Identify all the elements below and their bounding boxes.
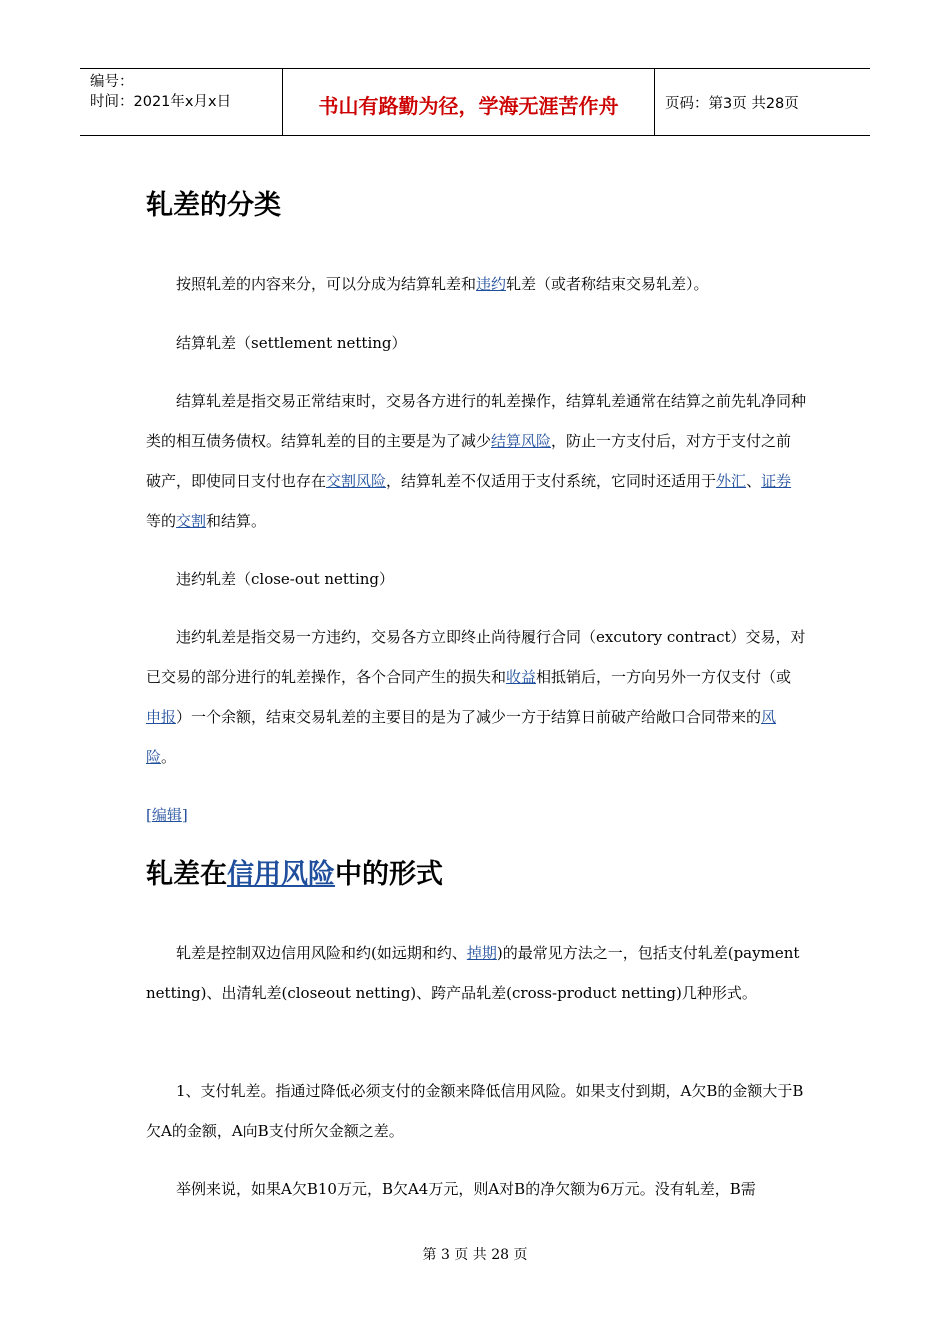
paragraph-credit-risk-intro xyxy=(146,933,806,1013)
text-span: 等的 xyxy=(146,512,177,530)
text-span: ，结算轧差不仅适用于支付系统，它同时还适用于 xyxy=(386,472,717,490)
section-title-credit-risk xyxy=(146,857,443,893)
text-span: 中的形式 xyxy=(335,859,443,890)
document-header xyxy=(80,68,870,136)
edit-link[interactable]: 编辑 xyxy=(151,806,182,824)
edit-section-link xyxy=(146,802,188,828)
text-span: 轧差（或者称结束交易轧差）。 xyxy=(506,275,709,293)
text-span: 轧差是控制双边信用风险和约(如远期和约、 xyxy=(176,944,467,962)
link-declare[interactable]: 申报 xyxy=(146,708,177,726)
text-span: )的最常见方法之一，包括支付轧差(payment netting)、出清轧差(closeout netting)、跨产品轧差(cross-product netting)几种形式。 xyxy=(146,944,800,1002)
link-delivery[interactable]: 交割 xyxy=(176,512,207,530)
text-span: 违约轧差是指交易一方违约，交易各方立即终止尚待履行合同（excutory contract）交易，对已交易的部分进行的轧差操作，各个合同产生的损失和 xyxy=(146,628,806,686)
header-meta xyxy=(80,69,282,135)
header-motto-cell xyxy=(282,69,655,135)
text-span: 按照轧差的内容来分，可以分成为结算轧差和 xyxy=(176,275,477,293)
text-span: 相抵销后，一方向另外一方仅支付（或 xyxy=(536,668,792,686)
header-page-label: 页码：第3页 共28页 xyxy=(665,95,799,112)
subheading-closeout-netting: 违约轧差（close-out netting） xyxy=(176,570,395,588)
link-securities[interactable]: 证券 xyxy=(761,472,792,490)
text-span: ，防止一方支付后，对方于支付之前破产，即使同日支付也存在 xyxy=(146,432,792,490)
link-income[interactable]: 收益 xyxy=(506,668,537,686)
text-span: 轧差在 xyxy=(146,859,227,890)
header-motto: 书山有路勤为径，学海无涯苦作舟 xyxy=(318,93,619,118)
page-footer: 第 3 页 共 28 页 xyxy=(422,1247,528,1263)
link-swap[interactable]: 掉期 xyxy=(466,944,497,962)
text-span: 和结算。 xyxy=(206,512,267,530)
link-settlement-risk[interactable]: 结算风险 xyxy=(491,432,552,450)
link-default[interactable]: 违约 xyxy=(476,275,507,293)
link-risk[interactable]: 风险 xyxy=(146,708,777,766)
text-span: ）一个余额，结束交易轧差的主要目的是为了减少一方于结算日前破产给敞口合同带来的 xyxy=(176,708,762,726)
link-forex[interactable]: 外汇 xyxy=(716,472,747,490)
paragraph-closeout-netting xyxy=(146,617,806,777)
bracket-close: ] xyxy=(181,806,188,824)
text-span: 、 xyxy=(746,472,762,490)
paragraph-payment-netting: 1、支付轧差。指通过降低必须支付的金额来降低信用风险。如果支付到期，A欠B的金额大于B欠A的金额，A向B支付所欠金额之差。 xyxy=(146,1082,804,1140)
link-credit-risk[interactable]: 信用风险 xyxy=(227,859,335,890)
subheading-settlement-netting: 结算轧差（settlement netting） xyxy=(176,334,407,352)
text-span: 。 xyxy=(161,748,177,766)
header-page-cell xyxy=(655,69,870,135)
paragraph-classification-intro xyxy=(146,264,806,304)
paragraph-example: 举例来说，如果A欠B10万元，B欠A4万元，则A对B的净欠额为6万元。没有轧差，B需 xyxy=(176,1180,756,1198)
section-title-classification: 轧差的分类 xyxy=(146,190,281,221)
paragraph-settlement-netting xyxy=(146,381,806,541)
header-number-label: 编号： xyxy=(90,74,134,90)
bracket-open: [ xyxy=(146,806,152,824)
link-delivery-risk[interactable]: 交割风险 xyxy=(326,472,387,490)
header-date-label: 时间：2021年x月x日 xyxy=(90,94,232,110)
text-span: 结算轧差是指交易正常结束时，交易各方进行的轧差操作，结算轧差通常在结算之前先轧净同种类的相互债务债权。结算轧差的目的主要是为了减少 xyxy=(146,392,807,450)
